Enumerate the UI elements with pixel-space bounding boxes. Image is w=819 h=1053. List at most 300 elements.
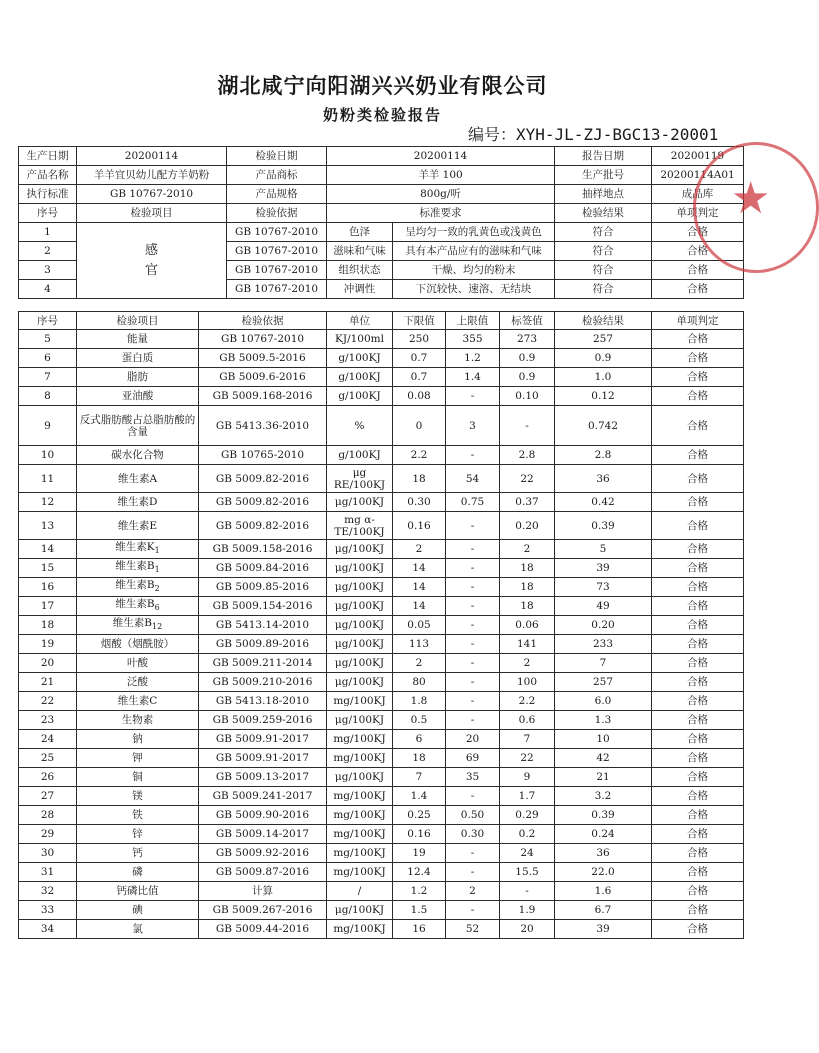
column-header: 单项判定: [652, 312, 744, 330]
test-result: 0.12: [555, 387, 652, 406]
test-result: 22.0: [555, 863, 652, 882]
upper-limit: 355: [446, 330, 500, 349]
unit: %: [327, 406, 393, 446]
label-value: 15.5: [500, 863, 555, 882]
test-result: 257: [555, 330, 652, 349]
test-results-table: [18, 311, 744, 939]
verdict: 合格: [652, 330, 744, 349]
label-value: 0.6: [500, 711, 555, 730]
unit: μg/100KJ: [327, 578, 393, 597]
sensory-attribute: 组织状态: [327, 261, 393, 280]
row-number: 30: [19, 844, 77, 863]
row-number: 33: [19, 901, 77, 920]
test-result: 21: [555, 768, 652, 787]
upper-limit: -: [446, 635, 500, 654]
info-row-product: [19, 166, 744, 185]
row-number: 9: [19, 406, 77, 446]
test-result: 36: [555, 844, 652, 863]
test-date-value: 20200114: [327, 147, 555, 166]
standard-requirement: 呈均匀一致的乳黄色或浅黄色: [393, 223, 555, 242]
verdict: 合格: [652, 673, 744, 692]
test-basis: GB 5009.91-2017: [199, 730, 327, 749]
info-row-standard: [19, 185, 744, 204]
lower-limit: 6: [393, 730, 446, 749]
row-number: 15: [19, 559, 77, 578]
sensory-attribute: 滋味和气味: [327, 242, 393, 261]
lower-limit: 1.4: [393, 787, 446, 806]
test-row: [19, 635, 744, 654]
lower-limit: 0.05: [393, 616, 446, 635]
row-number: 27: [19, 787, 77, 806]
column-header: 序号: [19, 204, 77, 223]
unit: μg/100KJ: [327, 711, 393, 730]
test-row: [19, 730, 744, 749]
batch-value: 20200114A01: [652, 166, 744, 185]
row-number: 1: [19, 223, 77, 242]
lower-limit: 14: [393, 597, 446, 616]
batch-label: 生产批号: [555, 166, 652, 185]
test-result: 1.0: [555, 368, 652, 387]
row-number: 29: [19, 825, 77, 844]
column-header: 检验项目: [77, 312, 199, 330]
row-number: 32: [19, 882, 77, 901]
test-item: 磷: [77, 863, 199, 882]
sensory-label-char: 感: [144, 242, 158, 258]
sensory-label-char: 官: [144, 262, 158, 278]
test-row: [19, 882, 744, 901]
label-value: 0.2: [500, 825, 555, 844]
test-result: 1.6: [555, 882, 652, 901]
upper-limit: -: [446, 711, 500, 730]
verdict: 合格: [652, 242, 744, 261]
lower-limit: 80: [393, 673, 446, 692]
test-basis: GB 5009.154-2016: [199, 597, 327, 616]
unit: μg/100KJ: [327, 493, 393, 512]
test-basis: GB 10767-2010: [199, 330, 327, 349]
test-row: [19, 844, 744, 863]
test-date-label: 检验日期: [227, 147, 327, 166]
test-basis: 计算: [199, 882, 327, 901]
sensory-header-row: [19, 204, 744, 223]
label-value: 18: [500, 578, 555, 597]
verdict: 合格: [652, 559, 744, 578]
test-basis: GB 10765-2010: [199, 446, 327, 465]
verdict: 合格: [652, 597, 744, 616]
verdict: 合格: [652, 863, 744, 882]
lower-limit: 14: [393, 578, 446, 597]
test-item: 维生素D: [77, 493, 199, 512]
label-value: 1.9: [500, 901, 555, 920]
lower-limit: 0.5: [393, 711, 446, 730]
test-row: [19, 368, 744, 387]
test-basis: GB 10767-2010: [227, 280, 327, 299]
upper-limit: 0.75: [446, 493, 500, 512]
report-date-value: 20200119: [652, 147, 744, 166]
test-item-subscript: 2: [154, 584, 160, 594]
test-item: [77, 578, 199, 597]
test-item: 反式脂肪酸占总脂肪酸的含量: [77, 406, 199, 446]
label-value: 0.29: [500, 806, 555, 825]
test-basis: GB 5413.36-2010: [199, 406, 327, 446]
lower-limit: 2: [393, 654, 446, 673]
lower-limit: 12.4: [393, 863, 446, 882]
row-number: 14: [19, 540, 77, 559]
unit: mg/100KJ: [327, 844, 393, 863]
test-item: 脂肪: [77, 368, 199, 387]
spec-label: 产品规格: [227, 185, 327, 204]
test-result: 符合: [555, 280, 652, 299]
test-basis: GB 10767-2010: [227, 242, 327, 261]
unit: mg α-TE/100KJ: [327, 512, 393, 540]
product-name-label: 产品名称: [19, 166, 77, 185]
product-name-value: 羊羊宜贝幼儿配方羊奶粉: [77, 166, 227, 185]
column-header: 上限值: [446, 312, 500, 330]
sensory-row: [19, 223, 744, 242]
verdict: 合格: [652, 711, 744, 730]
label-value: 2.8: [500, 446, 555, 465]
verdict: 合格: [652, 825, 744, 844]
test-result: 6.0: [555, 692, 652, 711]
unit: μg/100KJ: [327, 540, 393, 559]
prod-date-value: 20200114: [77, 147, 227, 166]
label-value: 0.9: [500, 349, 555, 368]
test-basis: GB 5009.82-2016: [199, 493, 327, 512]
lower-limit: 18: [393, 465, 446, 493]
test-basis: GB 5009.44-2016: [199, 920, 327, 939]
row-number: 10: [19, 446, 77, 465]
verdict: 合格: [652, 493, 744, 512]
test-result: 0.742: [555, 406, 652, 446]
sensory-group-label: [77, 223, 227, 299]
sample-location-value: 成品库: [652, 185, 744, 204]
test-row: [19, 349, 744, 368]
test-item: 泛酸: [77, 673, 199, 692]
label-value: 141: [500, 635, 555, 654]
lower-limit: 0: [393, 406, 446, 446]
test-item: 烟酸（烟酰胺）: [77, 635, 199, 654]
test-item: 叶酸: [77, 654, 199, 673]
lower-limit: 0.30: [393, 493, 446, 512]
test-item: 镁: [77, 787, 199, 806]
test-item: 维生素E: [77, 512, 199, 540]
upper-limit: 54: [446, 465, 500, 493]
row-number: 5: [19, 330, 77, 349]
upper-limit: 2: [446, 882, 500, 901]
test-item: 能量: [77, 330, 199, 349]
test-result: 39: [555, 920, 652, 939]
unit: μg/100KJ: [327, 559, 393, 578]
row-number: 31: [19, 863, 77, 882]
test-row: [19, 825, 744, 844]
lower-limit: 0.25: [393, 806, 446, 825]
standard-label: 执行标准: [19, 185, 77, 204]
test-result: 符合: [555, 261, 652, 280]
label-value: 22: [500, 749, 555, 768]
column-header: 标准要求: [327, 204, 555, 223]
upper-limit: -: [446, 597, 500, 616]
test-item: 维生素A: [77, 465, 199, 493]
unit: mg/100KJ: [327, 863, 393, 882]
test-item: 铜: [77, 768, 199, 787]
verdict: 合格: [652, 768, 744, 787]
upper-limit: -: [446, 654, 500, 673]
lower-limit: 250: [393, 330, 446, 349]
verdict: 合格: [652, 901, 744, 920]
brand-label: 产品商标: [227, 166, 327, 185]
test-item: 铁: [77, 806, 199, 825]
verdict: 合格: [652, 387, 744, 406]
test-item-subscript: 6: [154, 603, 160, 613]
upper-limit: -: [446, 844, 500, 863]
verdict: 合格: [652, 406, 744, 446]
test-item: 钾: [77, 749, 199, 768]
test-row: [19, 387, 744, 406]
lower-limit: 0.16: [393, 825, 446, 844]
column-header: 下限值: [393, 312, 446, 330]
test-row: [19, 692, 744, 711]
test-item-name: 维生素B: [112, 616, 153, 629]
test-basis: GB 5009.168-2016: [199, 387, 327, 406]
verdict: 合格: [652, 512, 744, 540]
column-header: 检验结果: [555, 204, 652, 223]
test-item: 钠: [77, 730, 199, 749]
test-row: [19, 578, 744, 597]
sample-location-label: 抽样地点: [555, 185, 652, 204]
test-row: [19, 465, 744, 493]
row-number: 2: [19, 242, 77, 261]
test-result: 7: [555, 654, 652, 673]
unit: mg/100KJ: [327, 730, 393, 749]
test-row: [19, 512, 744, 540]
lower-limit: 16: [393, 920, 446, 939]
unit: g/100KJ: [327, 387, 393, 406]
label-value: 2.2: [500, 692, 555, 711]
upper-limit: -: [446, 512, 500, 540]
unit: mg/100KJ: [327, 920, 393, 939]
test-basis: GB 5009.13-2017: [199, 768, 327, 787]
row-number: 11: [19, 465, 77, 493]
row-number: 24: [19, 730, 77, 749]
row-number: 7: [19, 368, 77, 387]
test-result: 0.9: [555, 349, 652, 368]
unit: μg/100KJ: [327, 616, 393, 635]
unit: μg RE/100KJ: [327, 465, 393, 493]
verdict: 合格: [652, 349, 744, 368]
verdict: 合格: [652, 730, 744, 749]
upper-limit: 35: [446, 768, 500, 787]
upper-limit: 52: [446, 920, 500, 939]
test-basis: GB 5009.89-2016: [199, 635, 327, 654]
test-basis: GB 5009.92-2016: [199, 844, 327, 863]
test-result: 0.20: [555, 616, 652, 635]
test-basis: GB 5009.14-2017: [199, 825, 327, 844]
lower-limit: 0.08: [393, 387, 446, 406]
test-item: 蛋白质: [77, 349, 199, 368]
row-number: 18: [19, 616, 77, 635]
verdict: 合格: [652, 616, 744, 635]
test-row: [19, 616, 744, 635]
test-basis: GB 5009.90-2016: [199, 806, 327, 825]
test-result: 2.8: [555, 446, 652, 465]
test-item: 氯: [77, 920, 199, 939]
lower-limit: 1.8: [393, 692, 446, 711]
test-result: 39: [555, 559, 652, 578]
row-number: 12: [19, 493, 77, 512]
verdict: 合格: [652, 368, 744, 387]
test-basis: GB 5009.87-2016: [199, 863, 327, 882]
test-row: [19, 330, 744, 349]
test-row: [19, 597, 744, 616]
verdict: 合格: [652, 635, 744, 654]
test-basis: GB 5009.82-2016: [199, 512, 327, 540]
spec-value: 800g/听: [327, 185, 555, 204]
unit: μg/100KJ: [327, 768, 393, 787]
unit: KJ/100ml: [327, 330, 393, 349]
test-result: 6.7: [555, 901, 652, 920]
upper-limit: -: [446, 387, 500, 406]
brand-value: 羊羊 100: [327, 166, 555, 185]
test-row: [19, 711, 744, 730]
test-result: 73: [555, 578, 652, 597]
label-value: 273: [500, 330, 555, 349]
label-value: 22: [500, 465, 555, 493]
test-row: [19, 920, 744, 939]
label-value: 18: [500, 559, 555, 578]
verdict: 合格: [652, 806, 744, 825]
standard-requirement: 下沉较快、速溶、无结块: [393, 280, 555, 299]
test-basis: GB 5009.210-2016: [199, 673, 327, 692]
test-item: 生物素: [77, 711, 199, 730]
lower-limit: 19: [393, 844, 446, 863]
lower-limit: 14: [393, 559, 446, 578]
lower-limit: 0.7: [393, 368, 446, 387]
upper-limit: -: [446, 446, 500, 465]
upper-limit: -: [446, 540, 500, 559]
unit: g/100KJ: [327, 446, 393, 465]
upper-limit: -: [446, 901, 500, 920]
row-number: 19: [19, 635, 77, 654]
verdict: 合格: [652, 578, 744, 597]
upper-limit: -: [446, 559, 500, 578]
upper-limit: -: [446, 673, 500, 692]
test-basis: GB 10767-2010: [227, 223, 327, 242]
star-icon: ★: [731, 173, 771, 224]
verdict: 合格: [652, 540, 744, 559]
unit: mg/100KJ: [327, 692, 393, 711]
upper-limit: -: [446, 787, 500, 806]
verdict: 合格: [652, 787, 744, 806]
row-number: 20: [19, 654, 77, 673]
test-row: [19, 406, 744, 446]
label-value: 0.37: [500, 493, 555, 512]
test-row: [19, 768, 744, 787]
test-item: 锌: [77, 825, 199, 844]
column-header: 序号: [19, 312, 77, 330]
verdict: 合格: [652, 446, 744, 465]
test-row: [19, 559, 744, 578]
report-date-label: 报告日期: [555, 147, 652, 166]
row-number: 23: [19, 711, 77, 730]
tests-header-row: [19, 312, 744, 330]
row-number: 4: [19, 280, 77, 299]
test-item: 钙: [77, 844, 199, 863]
verdict: 合格: [652, 882, 744, 901]
sensory-attribute: 冲调性: [327, 280, 393, 299]
verdict: 合格: [652, 692, 744, 711]
column-header: 检验结果: [555, 312, 652, 330]
label-value: 7: [500, 730, 555, 749]
column-header: 单位: [327, 312, 393, 330]
label-value: 20: [500, 920, 555, 939]
lower-limit: 1.2: [393, 882, 446, 901]
verdict: 合格: [652, 654, 744, 673]
test-row: [19, 901, 744, 920]
verdict: 合格: [652, 920, 744, 939]
row-number: 21: [19, 673, 77, 692]
unit: g/100KJ: [327, 349, 393, 368]
column-header: 单项判定: [652, 204, 744, 223]
test-basis: GB 5009.211-2014: [199, 654, 327, 673]
column-header: 标签值: [500, 312, 555, 330]
sensory-attribute: 色泽: [327, 223, 393, 242]
test-basis: GB 5009.267-2016: [199, 901, 327, 920]
upper-limit: -: [446, 578, 500, 597]
test-result: 0.39: [555, 512, 652, 540]
verdict: 合格: [652, 280, 744, 299]
test-item: [77, 616, 199, 635]
row-number: 34: [19, 920, 77, 939]
row-number: 28: [19, 806, 77, 825]
test-result: 5: [555, 540, 652, 559]
row-number: 17: [19, 597, 77, 616]
lower-limit: 18: [393, 749, 446, 768]
test-basis: GB 5009.5-2016: [199, 349, 327, 368]
lower-limit: 0.7: [393, 349, 446, 368]
test-row: [19, 446, 744, 465]
test-basis: GB 5009.241-2017: [199, 787, 327, 806]
test-result: 233: [555, 635, 652, 654]
report-title: 奶粉类检验报告: [322, 106, 442, 124]
label-value: 0.10: [500, 387, 555, 406]
test-basis: GB 5413.18-2010: [199, 692, 327, 711]
test-basis: GB 5009.158-2016: [199, 540, 327, 559]
upper-limit: 69: [446, 749, 500, 768]
test-item: [77, 597, 199, 616]
verdict: 合格: [652, 844, 744, 863]
verdict: 合格: [652, 749, 744, 768]
test-item-name: 维生素B: [115, 559, 155, 572]
lower-limit: 7: [393, 768, 446, 787]
upper-limit: -: [446, 692, 500, 711]
test-row: [19, 673, 744, 692]
upper-limit: 1.4: [446, 368, 500, 387]
label-value: 18: [500, 597, 555, 616]
label-value: 1.7: [500, 787, 555, 806]
lower-limit: 2.2: [393, 446, 446, 465]
test-result: 1.3: [555, 711, 652, 730]
column-header: 检验依据: [227, 204, 327, 223]
info-row-dates: [19, 147, 744, 166]
test-result: 符合: [555, 223, 652, 242]
test-basis: GB 5009.84-2016: [199, 559, 327, 578]
unit: mg/100KJ: [327, 825, 393, 844]
row-number: 6: [19, 349, 77, 368]
test-basis: GB 10767-2010: [227, 261, 327, 280]
test-row: [19, 749, 744, 768]
verdict: 合格: [652, 223, 744, 242]
test-item-name: 维生素K: [115, 540, 155, 553]
test-item: 钙磷比值: [77, 882, 199, 901]
